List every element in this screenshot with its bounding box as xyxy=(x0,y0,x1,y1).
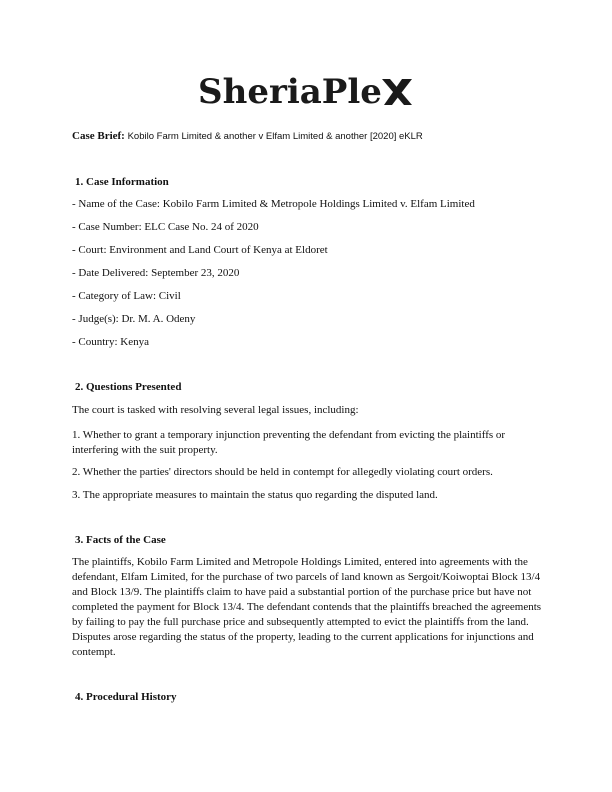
section-3-heading: 3. Facts of the Case xyxy=(75,534,166,546)
case-number-line: - Case Number: ELC Case No. 24 of 2020 xyxy=(72,221,259,233)
section-4-heading: 4. Procedural History xyxy=(75,691,177,703)
judge-line: - Judge(s): Dr. M. A. Odeny xyxy=(72,313,196,325)
logo-x-icon xyxy=(380,75,414,109)
case-brief-label: Case Brief: xyxy=(72,130,125,142)
questions-intro: The court is tasked with resolving several legal issues, including: xyxy=(72,404,359,416)
date-line: - Date Delivered: September 23, 2020 xyxy=(72,267,240,279)
case-brief-title: Kobilo Farm Limited & another v Elfam Limited & another [2020] eKLR xyxy=(127,131,423,142)
section-2-heading: 2. Questions Presented xyxy=(75,381,182,393)
question-item-2: 2. Whether the parties' directors should be held in contempt for allegedly violating court orders. xyxy=(72,466,493,478)
section-1-heading: 1. Case Information xyxy=(75,176,169,188)
court-line: - Court: Environment and Land Court of Kenya at Eldoret xyxy=(72,244,328,256)
case-brief-line xyxy=(72,130,423,142)
sheriaplex-logo xyxy=(0,72,612,112)
case-name-line: - Name of the Case: Kobilo Farm Limited & Metropole Holdings Limited v. Elfam Limited xyxy=(72,198,475,210)
category-line: - Category of Law: Civil xyxy=(72,290,181,302)
country-line: - Country: Kenya xyxy=(72,336,149,348)
logo-text: SheriaPle xyxy=(198,72,382,112)
question-item-3: 3. The appropriate measures to maintain the status quo regarding the disputed land. xyxy=(72,489,438,501)
facts-paragraph: The plaintiffs, Kobilo Farm Limited and Metropole Holdings Limited, entered into agreements with the defendant, Elfam Limited, for the purchase of two parcels of land known as Sergoit/Koiwoptai Block 13/4 and Block 13/9. The plaintiffs claim to have paid a substantial portion of the purchase price but have not completed the payment for Block 13/4. The defendant contends that the plaintiffs breached the agreements by failing to pay the full purchase price and subsequently attempted to evict the plaintiffs from the land. Disputes arose regarding the status of the property, leading to the current applications for injunctions and contempt. xyxy=(72,556,542,658)
question-item-1: 1. Whether to grant a temporary injunction preventing the defendant from evicting the plaintiffs or interfering with the suit property. xyxy=(72,429,506,456)
